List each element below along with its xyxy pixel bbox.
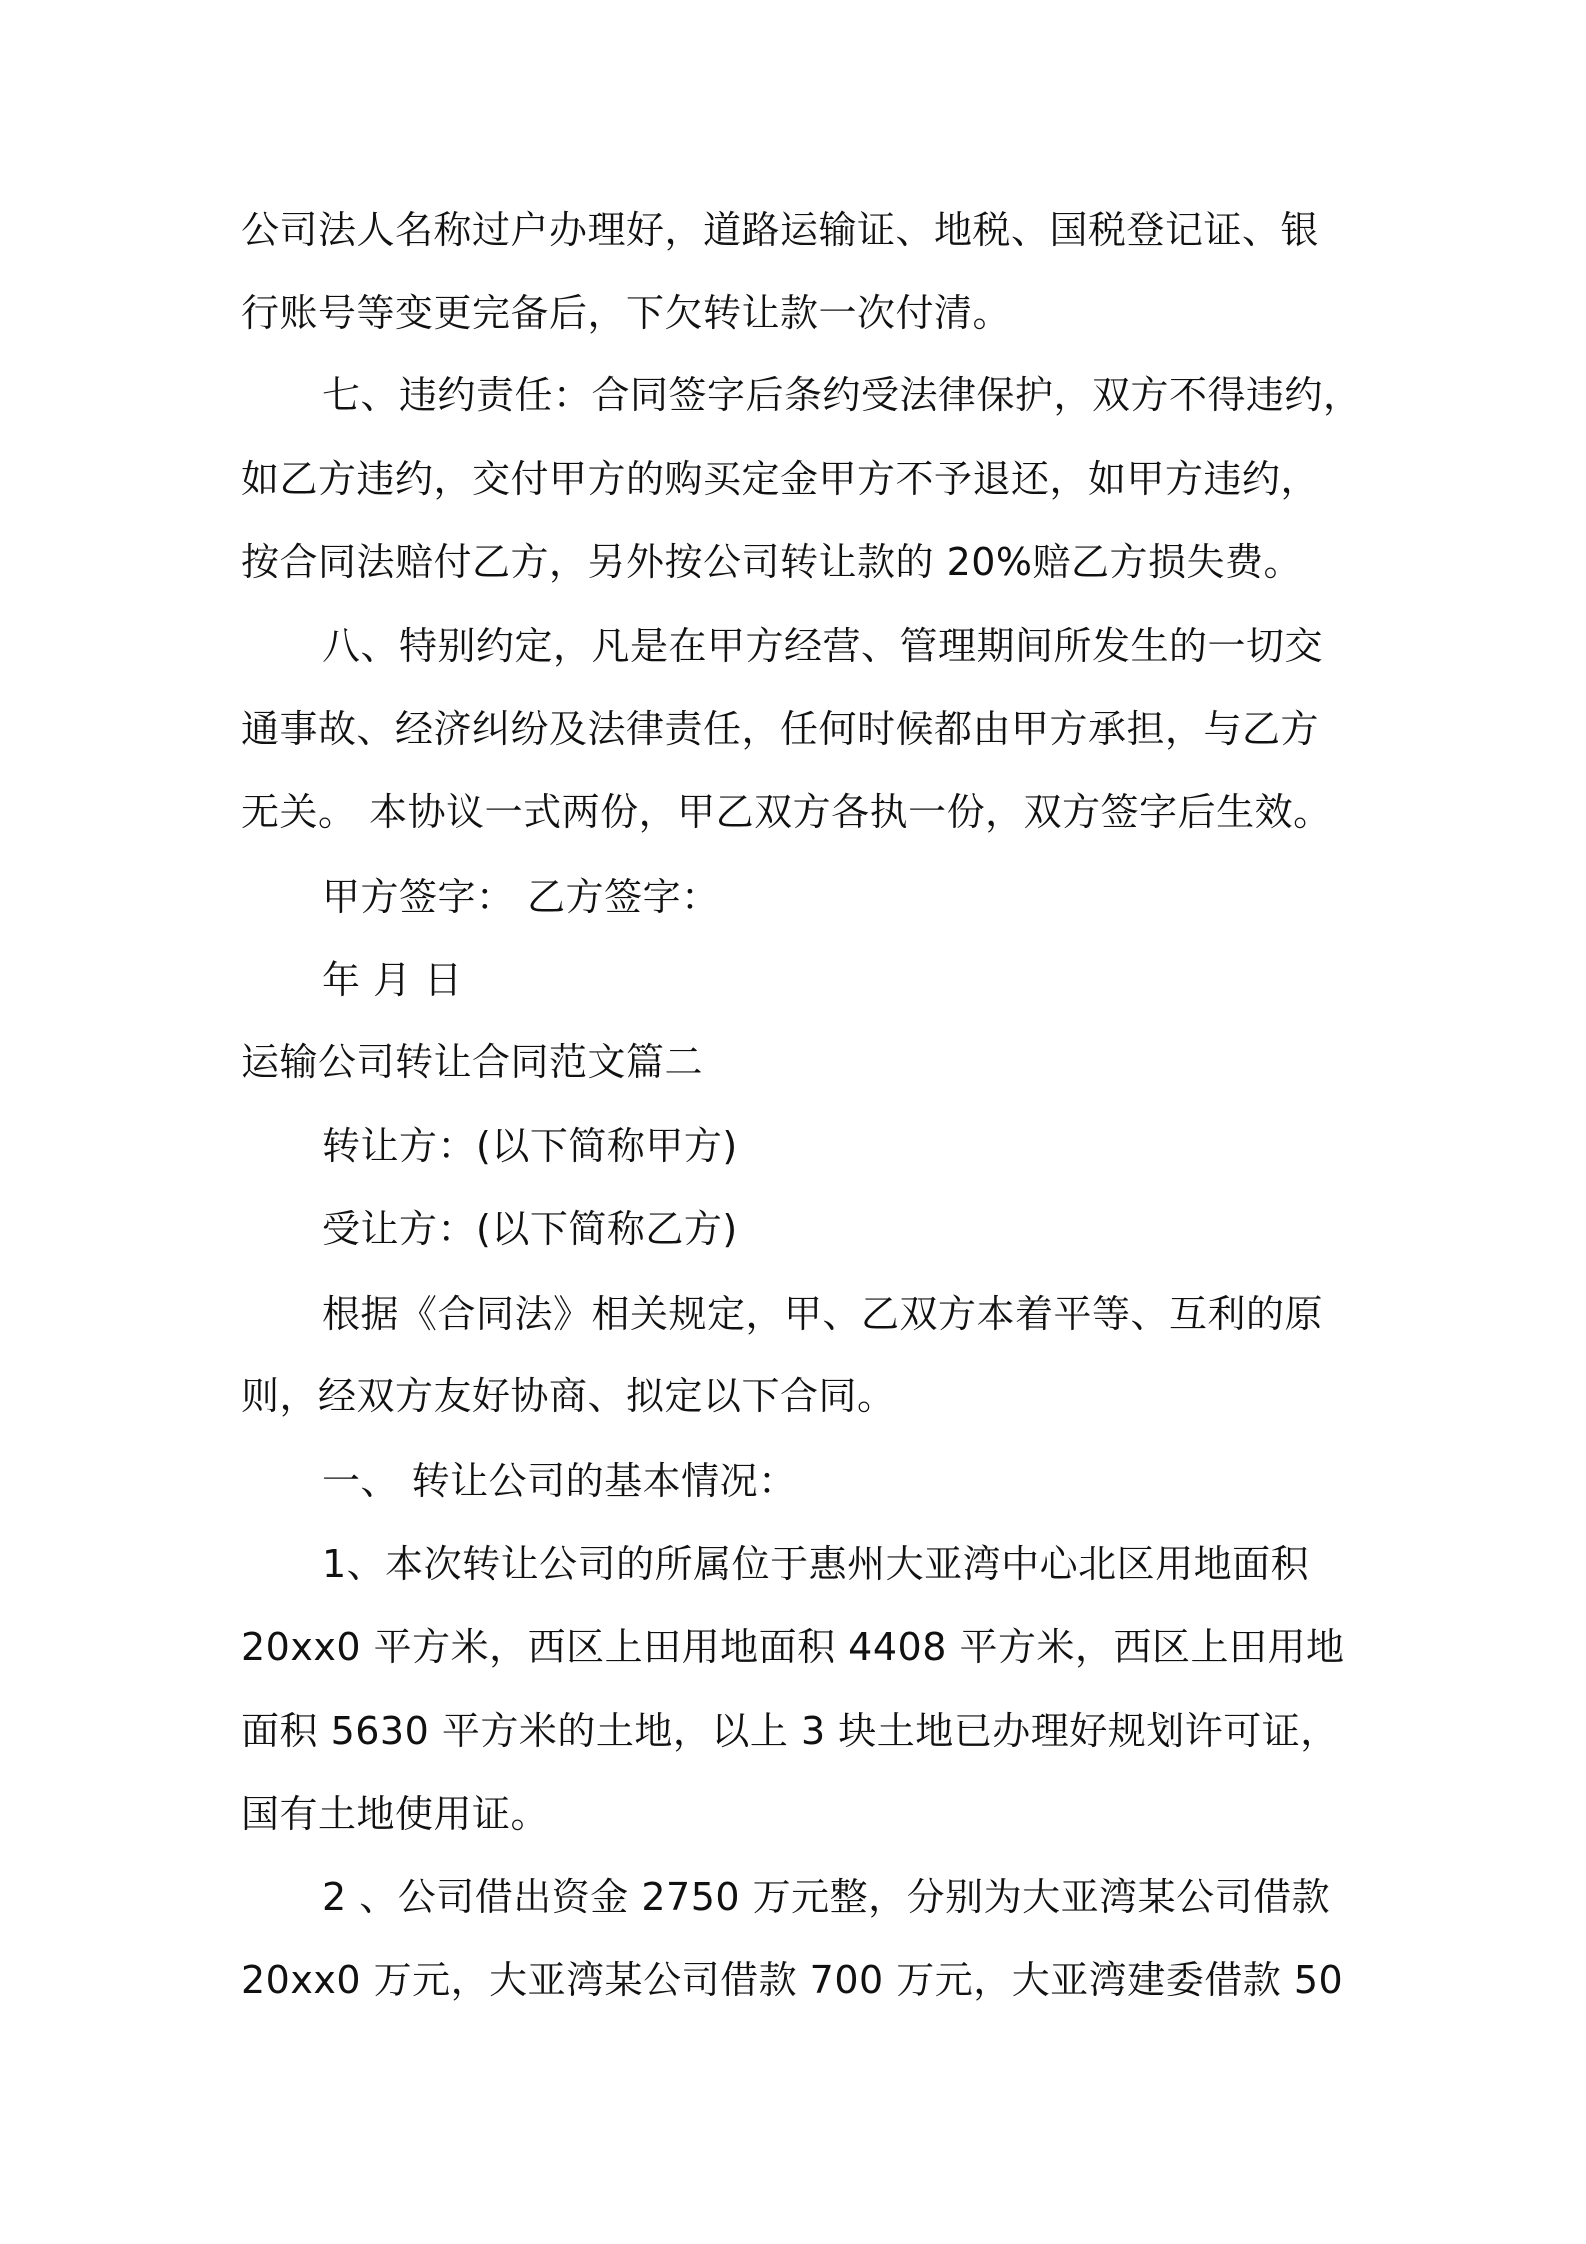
text-line: 按合同法赔付乙方，另外按公司转让款的 20%赔乙方损失费。	[241, 540, 1303, 584]
text-line: 通事故、经济纠纷及法律责任，任何时候都由甲方承担，与乙方	[241, 707, 1320, 751]
text-line: 根据《合同法》相关规定，甲、乙双方本着平等、互利的原	[322, 1292, 1324, 1336]
text-line: 国有土地使用证。	[241, 1792, 550, 1836]
text-line: 则，经双方友好协商、拟定以下合同。	[241, 1374, 896, 1418]
section-heading: 运输公司转让合同范文篇二	[241, 1040, 704, 1084]
text-line: 受让方：(以下简称乙方)	[322, 1207, 738, 1251]
text-line: 八、特别约定，凡是在甲方经营、管理期间所发生的一切交	[322, 624, 1324, 668]
text-line: 面积 5630 平方米的土地，以上 3 块土地已办理好规划许可证，	[241, 1709, 1339, 1753]
text-line: 七、违约责任：合同签字后条约受法律保护，双方不得违约，	[322, 373, 1362, 417]
text-line: 行账号等变更完备后，下欠转让款一次付清。	[241, 291, 1012, 335]
text-line: 20xx0 万元，大亚湾某公司借款 700 万元，大亚湾建委借款 50	[241, 1958, 1344, 2002]
text-line: 20xx0 平方米，西区上田用地面积 4408 平方米，西区上田用地	[241, 1625, 1345, 1669]
text-line: 转让方：(以下简称甲方)	[322, 1124, 738, 1168]
date-line: 年 月 日	[322, 958, 463, 1002]
text-line: 一、 转让公司的基本情况：	[322, 1459, 797, 1503]
text-line: 公司法人名称过户办理好，道路运输证、地税、国税登记证、银	[241, 208, 1320, 252]
text-line: 2 、公司借出资金 2750 万元整，分别为大亚湾某公司借款	[322, 1875, 1331, 1919]
text-line: 无关。 本协议一式两份，甲乙双方各执一份，双方签字后生效。	[241, 790, 1332, 834]
text-line: 如乙方违约，交付甲方的购买定金甲方不予退还，如甲方违约，	[241, 457, 1320, 501]
signature-line: 甲方签字： 乙方签字：	[322, 875, 720, 919]
text-line: 1、本次转让公司的所属位于惠州大亚湾中心北区用地面积	[322, 1542, 1310, 1586]
